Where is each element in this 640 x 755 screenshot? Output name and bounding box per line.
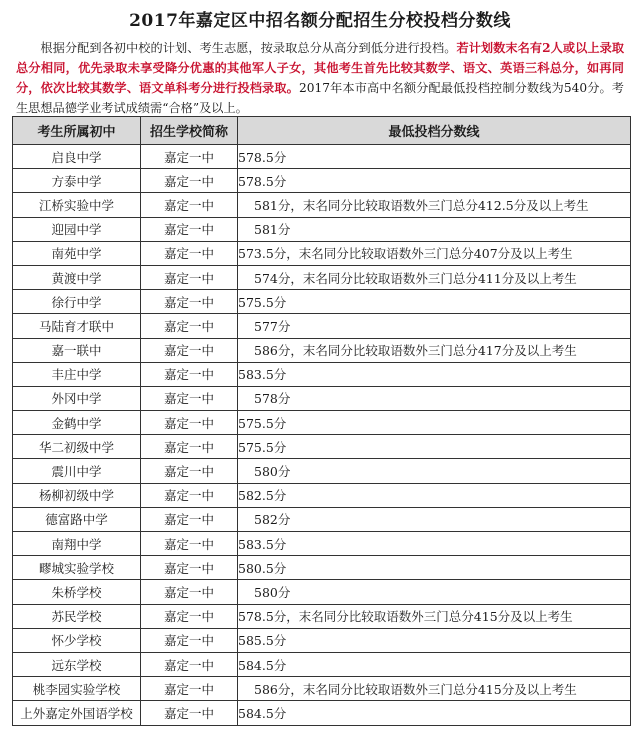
score-cell: 581分 [238, 217, 631, 241]
header-score: 最低投档分数线 [238, 117, 631, 145]
target-cell: 嘉定一中 [141, 217, 238, 241]
score-cell: 586分，末名同分比较取语数外三门总分417分及以上考生 [238, 338, 631, 362]
intro-text-1: 根据分配到各初中校的计划、考生志愿，按录取总分从高分到低分进行投档。 [40, 41, 457, 55]
score-cell: 581分，末名同分比较取语数外三门总分412.5分及以上考生 [238, 193, 631, 217]
table-row [13, 580, 631, 604]
table-row [13, 628, 631, 652]
table-row [13, 169, 631, 193]
table-body [13, 145, 631, 726]
table-header-row [13, 117, 631, 145]
score-cell: 578.5分，末名同分比较取语数外三门总分415分及以上考生 [238, 604, 631, 628]
score-cell: 580分 [238, 459, 631, 483]
target-cell: 嘉定一中 [141, 145, 238, 169]
score-cell: 575.5分 [238, 290, 631, 314]
target-cell: 嘉定一中 [141, 532, 238, 556]
table-row [13, 435, 631, 459]
school-cell: 上外嘉定外国语学校 [13, 701, 141, 725]
school-cell: 远东学校 [13, 652, 141, 676]
target-cell: 嘉定一中 [141, 507, 238, 531]
table-row [13, 701, 631, 725]
target-cell: 嘉定一中 [141, 701, 238, 725]
score-cell: 577分 [238, 314, 631, 338]
target-cell: 嘉定一中 [141, 459, 238, 483]
table-row [13, 483, 631, 507]
score-cell: 585.5分 [238, 628, 631, 652]
school-cell: 迎园中学 [13, 217, 141, 241]
target-cell: 嘉定一中 [141, 193, 238, 217]
score-cell: 583.5分 [238, 532, 631, 556]
table-row [13, 677, 631, 701]
table-row [13, 265, 631, 289]
table-row [13, 362, 631, 386]
target-cell: 嘉定一中 [141, 169, 238, 193]
target-cell: 嘉定一中 [141, 411, 238, 435]
table-row [13, 290, 631, 314]
school-cell: 徐行中学 [13, 290, 141, 314]
score-cell: 575.5分 [238, 411, 631, 435]
target-cell: 嘉定一中 [141, 241, 238, 265]
target-cell: 嘉定一中 [141, 290, 238, 314]
score-cell: 574分，末名同分比较取语数外三门总分411分及以上考生 [238, 265, 631, 289]
table-row [13, 507, 631, 531]
school-cell: 怀少学校 [13, 628, 141, 652]
table-row [13, 338, 631, 362]
score-cell: 586分，末名同分比较取语数外三门总分415分及以上考生 [238, 677, 631, 701]
score-cell: 582分 [238, 507, 631, 531]
school-cell: 马陆育才联中 [13, 314, 141, 338]
table-row [13, 386, 631, 410]
score-cell: 582.5分 [238, 483, 631, 507]
intro-paragraph [16, 38, 624, 118]
score-cell: 583.5分 [238, 362, 631, 386]
school-cell: 震川中学 [13, 459, 141, 483]
table-row [13, 459, 631, 483]
school-cell: 德富路中学 [13, 507, 141, 531]
table-row [13, 604, 631, 628]
table-row [13, 532, 631, 556]
table-row [13, 193, 631, 217]
school-cell: 黄渡中学 [13, 265, 141, 289]
target-cell: 嘉定一中 [141, 652, 238, 676]
school-cell: 朱桥学校 [13, 580, 141, 604]
target-cell: 嘉定一中 [141, 628, 238, 652]
score-cell: 575.5分 [238, 435, 631, 459]
target-cell: 嘉定一中 [141, 435, 238, 459]
school-cell: 疁城实验学校 [13, 556, 141, 580]
score-table [12, 116, 631, 726]
school-cell: 南苑中学 [13, 241, 141, 265]
target-cell: 嘉定一中 [141, 314, 238, 338]
school-cell: 丰庄中学 [13, 362, 141, 386]
school-cell: 江桥实验中学 [13, 193, 141, 217]
target-cell: 嘉定一中 [141, 265, 238, 289]
school-cell: 桃李园实验学校 [13, 677, 141, 701]
target-cell: 嘉定一中 [141, 677, 238, 701]
table-row [13, 411, 631, 435]
score-cell: 580分 [238, 580, 631, 604]
intro-text-highlight: 若计划数末名有2人或以上录取总分相同，优先录取未享受降分优惠的其他军人子女，其他考生首先比较其数学、语文、英语三科总分，如再同分，依次比较其数学、语文单科考分进行投档录取。 [16, 41, 625, 95]
table-row [13, 652, 631, 676]
score-cell: 573.5分，末名同分比较取语数外三门总分407分及以上考生 [238, 241, 631, 265]
intro-text-2: 2017年本市高中名额分配最低投档控制分数线为540分。考生思想品德学业考试成绩需“合格”及以上。 [16, 81, 624, 115]
school-cell: 嘉一联中 [13, 338, 141, 362]
score-cell: 578.5分 [238, 145, 631, 169]
page-title: 2017年嘉定区中招名额分配招生分校投档分数线 [129, 11, 511, 31]
score-cell: 584.5分 [238, 652, 631, 676]
school-cell: 南翔中学 [13, 532, 141, 556]
school-cell: 杨柳初级中学 [13, 483, 141, 507]
school-cell: 启良中学 [13, 145, 141, 169]
score-cell: 584.5分 [238, 701, 631, 725]
target-cell: 嘉定一中 [141, 580, 238, 604]
school-cell: 华二初级中学 [13, 435, 141, 459]
target-cell: 嘉定一中 [141, 362, 238, 386]
table-row [13, 556, 631, 580]
school-cell: 苏民学校 [13, 604, 141, 628]
school-cell: 金鹤中学 [13, 411, 141, 435]
score-cell: 578分 [238, 386, 631, 410]
table-row [13, 145, 631, 169]
score-cell: 578.5分 [238, 169, 631, 193]
header-school: 考生所属初中 [13, 117, 141, 145]
table-row [13, 314, 631, 338]
target-cell: 嘉定一中 [141, 483, 238, 507]
table-row [13, 241, 631, 265]
target-cell: 嘉定一中 [141, 338, 238, 362]
table-row [13, 217, 631, 241]
score-cell: 580.5分 [238, 556, 631, 580]
school-cell: 外冈中学 [13, 386, 141, 410]
target-cell: 嘉定一中 [141, 556, 238, 580]
target-cell: 嘉定一中 [141, 386, 238, 410]
target-cell: 嘉定一中 [141, 604, 238, 628]
school-cell: 方泰中学 [13, 169, 141, 193]
header-target: 招生学校简称 [141, 117, 238, 145]
